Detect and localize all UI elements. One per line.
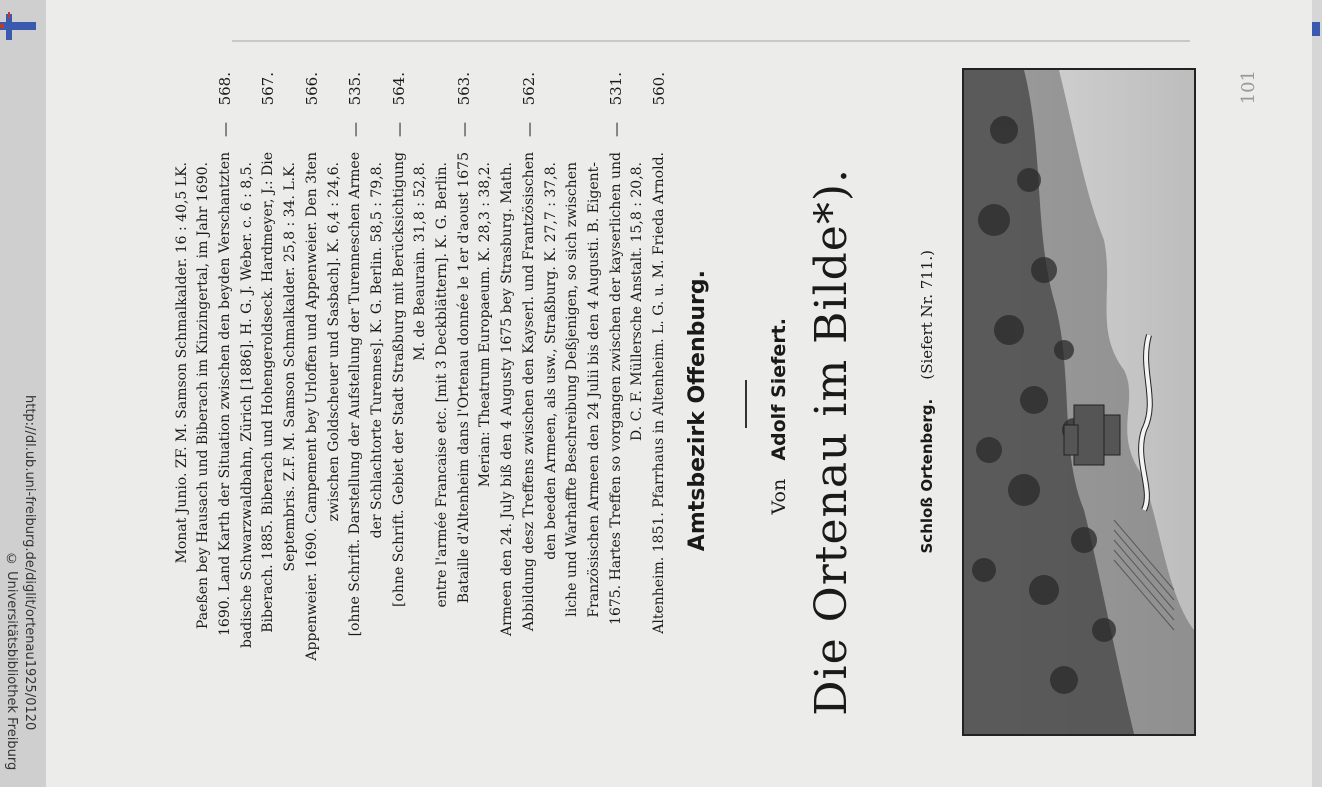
entry-line: Septembris. Z.F. M. Samson Schmalkalder. 25,8 : 34. L.K. [282,162,299,572]
entry-line: zwischen Goldscheuer und Sasbach]. K. 6,4 : 24,6. [325,162,342,522]
entry-line: der Schlachtorte Turennes]. K. G. Berlin. 58,5 : 79,8. [368,162,385,539]
entry-line: 1690. Land Karth der Situation zwischen den beyden Verschantzten [217,152,233,636]
entry-number: 562. [519,72,538,106]
viewer-logo-icon [0,12,40,42]
entry-line: entre l'armée Francaise etc. [mit 3 Deckblättern]. K. G. Berlin. [434,162,450,608]
entry-line: M. de Beaurain. 31,8 : 52,8. [412,162,429,361]
viewer-copyright-label: © Universitätsbibliothek Freiburg [4,552,19,771]
entry-number: 531. [606,72,625,106]
entry-line: Biberach. 1885. Biberach und Hohengeroldseck. Hardmeyer, J.: Die [260,152,277,633]
entry-number: 563. [454,72,473,106]
entry-line: Französischen Armeen den 24 Julii bis den 4 Augusti. B. Eigent- [585,162,602,618]
entry-dash: — [606,122,625,137]
entry-line: Monat Junio. ZF. M. Samson Schmalkalder. 16 : 40,5 LK. [173,162,190,564]
entry-line: Appenweier. 1690. Campement bey Urloffen und Appenweier. Den 3ten [303,152,320,661]
viewer-url-label[interactable]: http://dl.ub.uni-freiburg.de/diglit/ortenau1925/0120 [22,395,37,731]
entry-number: 568. [216,72,234,106]
entry-line: Merian: Theatrum Europaeum. K. 28,3 : 38,2. [477,162,494,488]
page-number: 101 [1238,70,1259,105]
byline [770,318,789,514]
entry-line: 1675. Hartes Treffen so vorgangen zwischen der kayserlichen und [607,152,624,625]
castle-illustration [962,68,1196,736]
viewer-right-mark-icon [1312,22,1320,36]
entry-line: den beeden Armeen, als usw., Straßburg. K. 27,7 : 37,8. [542,162,559,560]
page-fold-line [232,40,1190,42]
entry-number: 564. [389,72,408,106]
section-heading: Amtsbezirk Offenburg. [685,270,710,552]
byline-author: Adolf Siefert. [768,318,790,461]
picture-caption [920,250,935,554]
castle-engraving-image [964,70,1194,734]
byline-prefix: Von [768,478,790,515]
entry-line: Altenheim. 1851. Pfarrhaus in Altenheim. L. G. u. M. Frieda Arnold. [651,152,667,634]
entry-number: 560. [650,72,668,106]
title-divider [745,380,747,428]
entry-number: 535. [346,72,365,106]
entry-line: badische Schwarzwaldbahn, Zürich [1886]. H. G. J. Weber. c. 6 : 8,5. [238,162,255,648]
entry-line: [ohne Schrift. Darstellung der Aufstellung der Turenneschen Armee [347,152,364,637]
entry-dash: — [346,122,365,137]
entry-line: Abbildung desz Treffens zwischen den Kayserl. und Frantzösischen [520,152,537,632]
entry-line: [ohne Schrift. Gebiet der Stadt Straßburg mit Berücksichtigung [390,152,407,607]
entry-line: Bataille d'Altenheim dans l'Ortenau donnée le 1er d'aoust 1675 [455,152,472,604]
caption-title: Schloß Ortenberg. [918,398,936,554]
article-title: Die Ortenau im Bilde*). [806,168,857,716]
entry-number: 567. [259,72,278,106]
entry-line: Paeßen bey Hausach und Biberach im Kinzingertal, im Jahr 1690. [195,162,212,630]
entry-dash: — [519,122,538,137]
entry-dash: — [389,122,408,137]
entry-line: Armeen den 24. July biß den 4 Augusty 1675 bey Strasburg. Math. [499,162,516,637]
entry-line: D. C. F. Müllersche Anstalt. 15,8 : 20,8. [629,162,646,441]
entry-line: liche und Warhaffte Beschreibung Deßjenigen, so sich zwischen [564,162,581,617]
entry-dash: — [454,122,473,137]
entry-number: 566. [302,72,321,106]
caption-reference: (Siefert Nr. 711.) [918,250,936,380]
viewer-right-gutter [1312,0,1322,787]
entry-dash: — [216,122,234,137]
